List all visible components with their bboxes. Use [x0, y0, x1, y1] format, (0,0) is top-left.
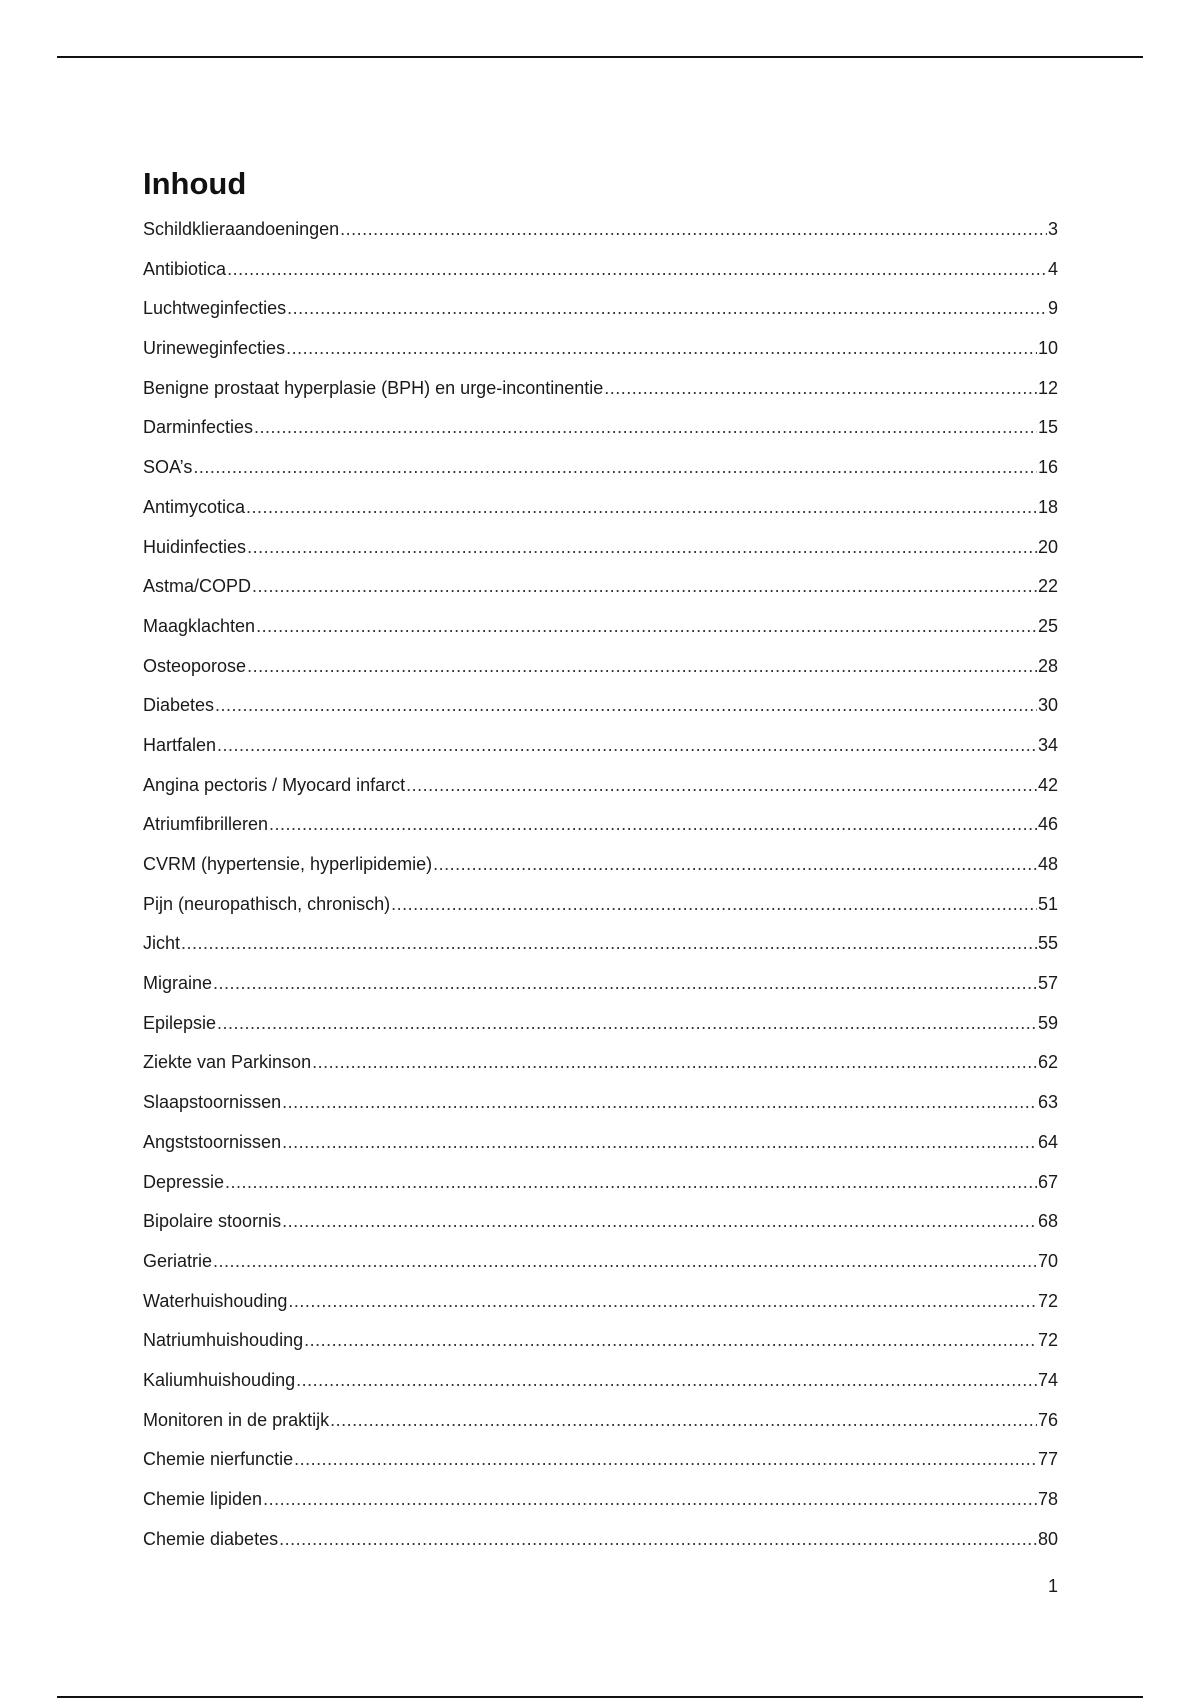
toc-entry-page[interactable]: 9	[1047, 298, 1058, 319]
toc-entry[interactable]	[143, 885, 1058, 925]
toc-entry-title[interactable]: Monitoren in de praktijk	[143, 1409, 330, 1430]
toc-dot-leader	[282, 1083, 1037, 1123]
toc-entry[interactable]	[143, 1480, 1058, 1520]
toc-entry[interactable]	[143, 1361, 1058, 1401]
page-number: 1	[1047, 1576, 1058, 1596]
toc-entry-title[interactable]: Pijn (neuropathisch, chronisch)	[143, 893, 391, 914]
toc-entry-page[interactable]: 74	[1037, 1369, 1058, 1390]
toc-entry[interactable]	[143, 1083, 1058, 1123]
toc-dot-leader	[330, 1401, 1037, 1441]
toc-dot-leader	[391, 885, 1037, 925]
toc-entry-title[interactable]: Jicht	[143, 933, 181, 954]
toc-dot-leader	[312, 1043, 1037, 1083]
toc-entry[interactable]	[143, 1202, 1058, 1242]
toc-entry-page[interactable]: 16	[1037, 457, 1058, 478]
toc-entry-title[interactable]: Luchtweginfecties	[143, 298, 287, 319]
toc-dot-leader	[252, 567, 1037, 607]
toc-dot-leader	[247, 647, 1037, 687]
toc-entry[interactable]	[143, 1321, 1058, 1361]
toc-entry-title[interactable]: Darminfecties	[143, 417, 254, 438]
toc-dot-leader	[604, 369, 1037, 409]
toc-dot-leader	[288, 1282, 1037, 1322]
toc-entry-page[interactable]: 20	[1037, 536, 1058, 557]
toc-entry-page[interactable]: 12	[1037, 377, 1058, 398]
toc-entry-page[interactable]: 68	[1037, 1211, 1058, 1232]
toc-dot-leader	[215, 686, 1037, 726]
toc-entry-page[interactable]: 15	[1037, 417, 1058, 438]
toc-entry[interactable]	[143, 1004, 1058, 1044]
toc-entry-page[interactable]: 62	[1037, 1052, 1058, 1073]
toc-entry-page[interactable]: 42	[1037, 774, 1058, 795]
toc-entry-page[interactable]: 28	[1037, 655, 1058, 676]
toc-entry[interactable]	[143, 329, 1058, 369]
toc-entry-title[interactable]: SOA’s	[143, 457, 193, 478]
toc-entry-page[interactable]: 30	[1037, 695, 1058, 716]
toc-entry[interactable]	[143, 1242, 1058, 1282]
toc-dot-leader	[286, 329, 1037, 369]
toc-dot-leader	[213, 964, 1037, 1004]
toc-entry-title[interactable]: Huidinfecties	[143, 536, 247, 557]
toc-entry-page[interactable]: 46	[1037, 814, 1058, 835]
toc-entry[interactable]	[143, 1043, 1058, 1083]
toc-dot-leader	[294, 1440, 1037, 1480]
toc-entry-title[interactable]: Atriumfibrilleren	[143, 814, 269, 835]
document-body	[143, 160, 1058, 1559]
toc-entry-title[interactable]: Waterhuishouding	[143, 1290, 288, 1311]
toc-entry-title[interactable]: Urineweginfecties	[143, 338, 286, 359]
toc-dot-leader	[246, 488, 1037, 528]
toc-entry[interactable]	[143, 845, 1058, 885]
toc-entry-title[interactable]: Epilepsie	[143, 1012, 217, 1033]
toc-entry-page[interactable]: 77	[1037, 1449, 1058, 1470]
toc-entry[interactable]	[143, 448, 1058, 488]
toc-entry-title[interactable]: Antimycotica	[143, 496, 246, 517]
toc-dot-leader	[193, 448, 1037, 488]
toc-entry-page[interactable]: 59	[1037, 1012, 1058, 1033]
toc-entry-page[interactable]: 76	[1037, 1409, 1058, 1430]
toc-entry-page[interactable]: 64	[1037, 1131, 1058, 1152]
footer-rule	[57, 1696, 1143, 1698]
toc-entry[interactable]	[143, 647, 1058, 687]
toc-entry-title[interactable]: Natriumhuishouding	[143, 1330, 304, 1351]
toc-entry-page[interactable]: 25	[1037, 615, 1058, 636]
toc-entry[interactable]	[143, 369, 1058, 409]
toc-entry[interactable]	[143, 567, 1058, 607]
toc-entry-title[interactable]: Migraine	[143, 973, 213, 994]
toc-heading: Inhoud	[143, 166, 247, 201]
toc-dot-leader	[282, 1202, 1037, 1242]
toc-entry-title[interactable]: Diabetes	[143, 695, 215, 716]
toc-entry-page[interactable]: 72	[1037, 1330, 1058, 1351]
toc-entry[interactable]	[143, 528, 1058, 568]
toc-entry-title[interactable]: Ziekte van Parkinson	[143, 1052, 312, 1073]
toc-entry-page[interactable]: 22	[1037, 576, 1058, 597]
toc-entry[interactable]	[143, 250, 1058, 290]
toc-entry[interactable]	[143, 408, 1058, 448]
toc-entry-page[interactable]: 57	[1037, 973, 1058, 994]
toc-entry-page[interactable]: 80	[1037, 1528, 1058, 1549]
toc-entry-title[interactable]: Depressie	[143, 1171, 225, 1192]
toc-entry-title[interactable]: Hartfalen	[143, 734, 217, 755]
toc-entry[interactable]	[143, 488, 1058, 528]
toc-dot-leader	[263, 1480, 1037, 1520]
toc-entry-title[interactable]: Schildklieraandoeningen	[143, 219, 340, 239]
toc-entry[interactable]	[143, 1163, 1058, 1203]
toc-entry-page[interactable]: 63	[1037, 1092, 1058, 1113]
toc-dot-leader	[296, 1361, 1037, 1401]
toc-entry-page[interactable]: 3	[1047, 219, 1058, 239]
toc-dot-leader	[227, 250, 1047, 290]
toc-entry-title[interactable]: Chemie lipiden	[143, 1489, 263, 1509]
table-of-contents	[143, 210, 1058, 1559]
header-rule	[57, 56, 1143, 58]
toc-dot-leader	[304, 1321, 1037, 1361]
toc-dot-leader	[247, 528, 1037, 568]
toc-dot-leader	[213, 1242, 1037, 1282]
toc-entry-title[interactable]: Angina pectoris / Myocard infarct	[143, 774, 406, 795]
toc-entry[interactable]	[143, 289, 1058, 329]
toc-entry[interactable]	[143, 766, 1058, 806]
toc-entry-title[interactable]: Astma/COPD	[143, 576, 252, 597]
toc-entry[interactable]	[143, 1520, 1058, 1560]
toc-entry-page[interactable]: 55	[1037, 933, 1058, 954]
toc-dot-leader	[181, 924, 1037, 964]
toc-entry[interactable]	[143, 1401, 1058, 1441]
toc-entry-page[interactable]: 78	[1037, 1489, 1058, 1509]
toc-entry[interactable]	[143, 1282, 1058, 1322]
toc-entry[interactable]	[143, 607, 1058, 647]
toc-entry-title[interactable]: Slaapstoornissen	[143, 1092, 282, 1113]
toc-entry-page[interactable]: 4	[1047, 258, 1058, 279]
toc-entry[interactable]	[143, 805, 1058, 845]
toc-entry-title[interactable]: Benigne prostaat hyperplasie (BPH) en urge-incontinentie	[143, 377, 604, 398]
toc-entry-page[interactable]: 70	[1037, 1250, 1058, 1271]
toc-entry-page[interactable]: 18	[1037, 496, 1058, 517]
toc-entry-title[interactable]: Chemie diabetes	[143, 1528, 279, 1549]
toc-entry-title[interactable]: Chemie nierfunctie	[143, 1449, 294, 1470]
toc-entry-title[interactable]: Angststoornissen	[143, 1131, 282, 1152]
toc-entry-page[interactable]: 67	[1037, 1171, 1058, 1192]
toc-entry-title[interactable]: Bipolaire stoornis	[143, 1211, 282, 1232]
toc-dot-leader	[406, 766, 1037, 806]
toc-dot-leader	[287, 289, 1047, 329]
toc-entry-page[interactable]: 72	[1037, 1290, 1058, 1311]
toc-entry[interactable]	[143, 1123, 1058, 1163]
toc-dot-leader	[282, 1123, 1037, 1163]
toc-entry-title[interactable]: Osteoporose	[143, 655, 247, 676]
toc-dot-leader	[256, 607, 1037, 647]
toc-dot-leader	[217, 726, 1037, 766]
toc-entry-page[interactable]: 10	[1037, 338, 1058, 359]
toc-entry[interactable]	[143, 964, 1058, 1004]
toc-dot-leader	[340, 210, 1047, 250]
toc-entry[interactable]	[143, 1440, 1058, 1480]
toc-dot-leader	[254, 408, 1037, 448]
toc-entry-page[interactable]: 51	[1037, 893, 1058, 914]
toc-dot-leader	[279, 1520, 1037, 1560]
toc-entry-title[interactable]: Geriatrie	[143, 1250, 213, 1271]
toc-entry-title[interactable]: Kaliumhuishouding	[143, 1369, 296, 1390]
toc-entry-page[interactable]: 48	[1037, 854, 1058, 874]
toc-dot-leader	[217, 1004, 1037, 1044]
toc-entry-page[interactable]: 34	[1037, 734, 1058, 755]
toc-entry[interactable]	[143, 210, 1058, 250]
toc-dot-leader	[225, 1163, 1037, 1203]
toc-entry-title[interactable]: Antibiotica	[143, 258, 227, 279]
toc-entry[interactable]	[143, 686, 1058, 726]
toc-entry-title[interactable]: Maagklachten	[143, 615, 256, 636]
toc-entry[interactable]	[143, 924, 1058, 964]
toc-entry[interactable]	[143, 726, 1058, 766]
toc-dot-leader	[269, 805, 1037, 845]
toc-entry-title[interactable]: CVRM (hypertensie, hyperlipidemie)	[143, 854, 433, 874]
toc-dot-leader	[433, 845, 1037, 885]
